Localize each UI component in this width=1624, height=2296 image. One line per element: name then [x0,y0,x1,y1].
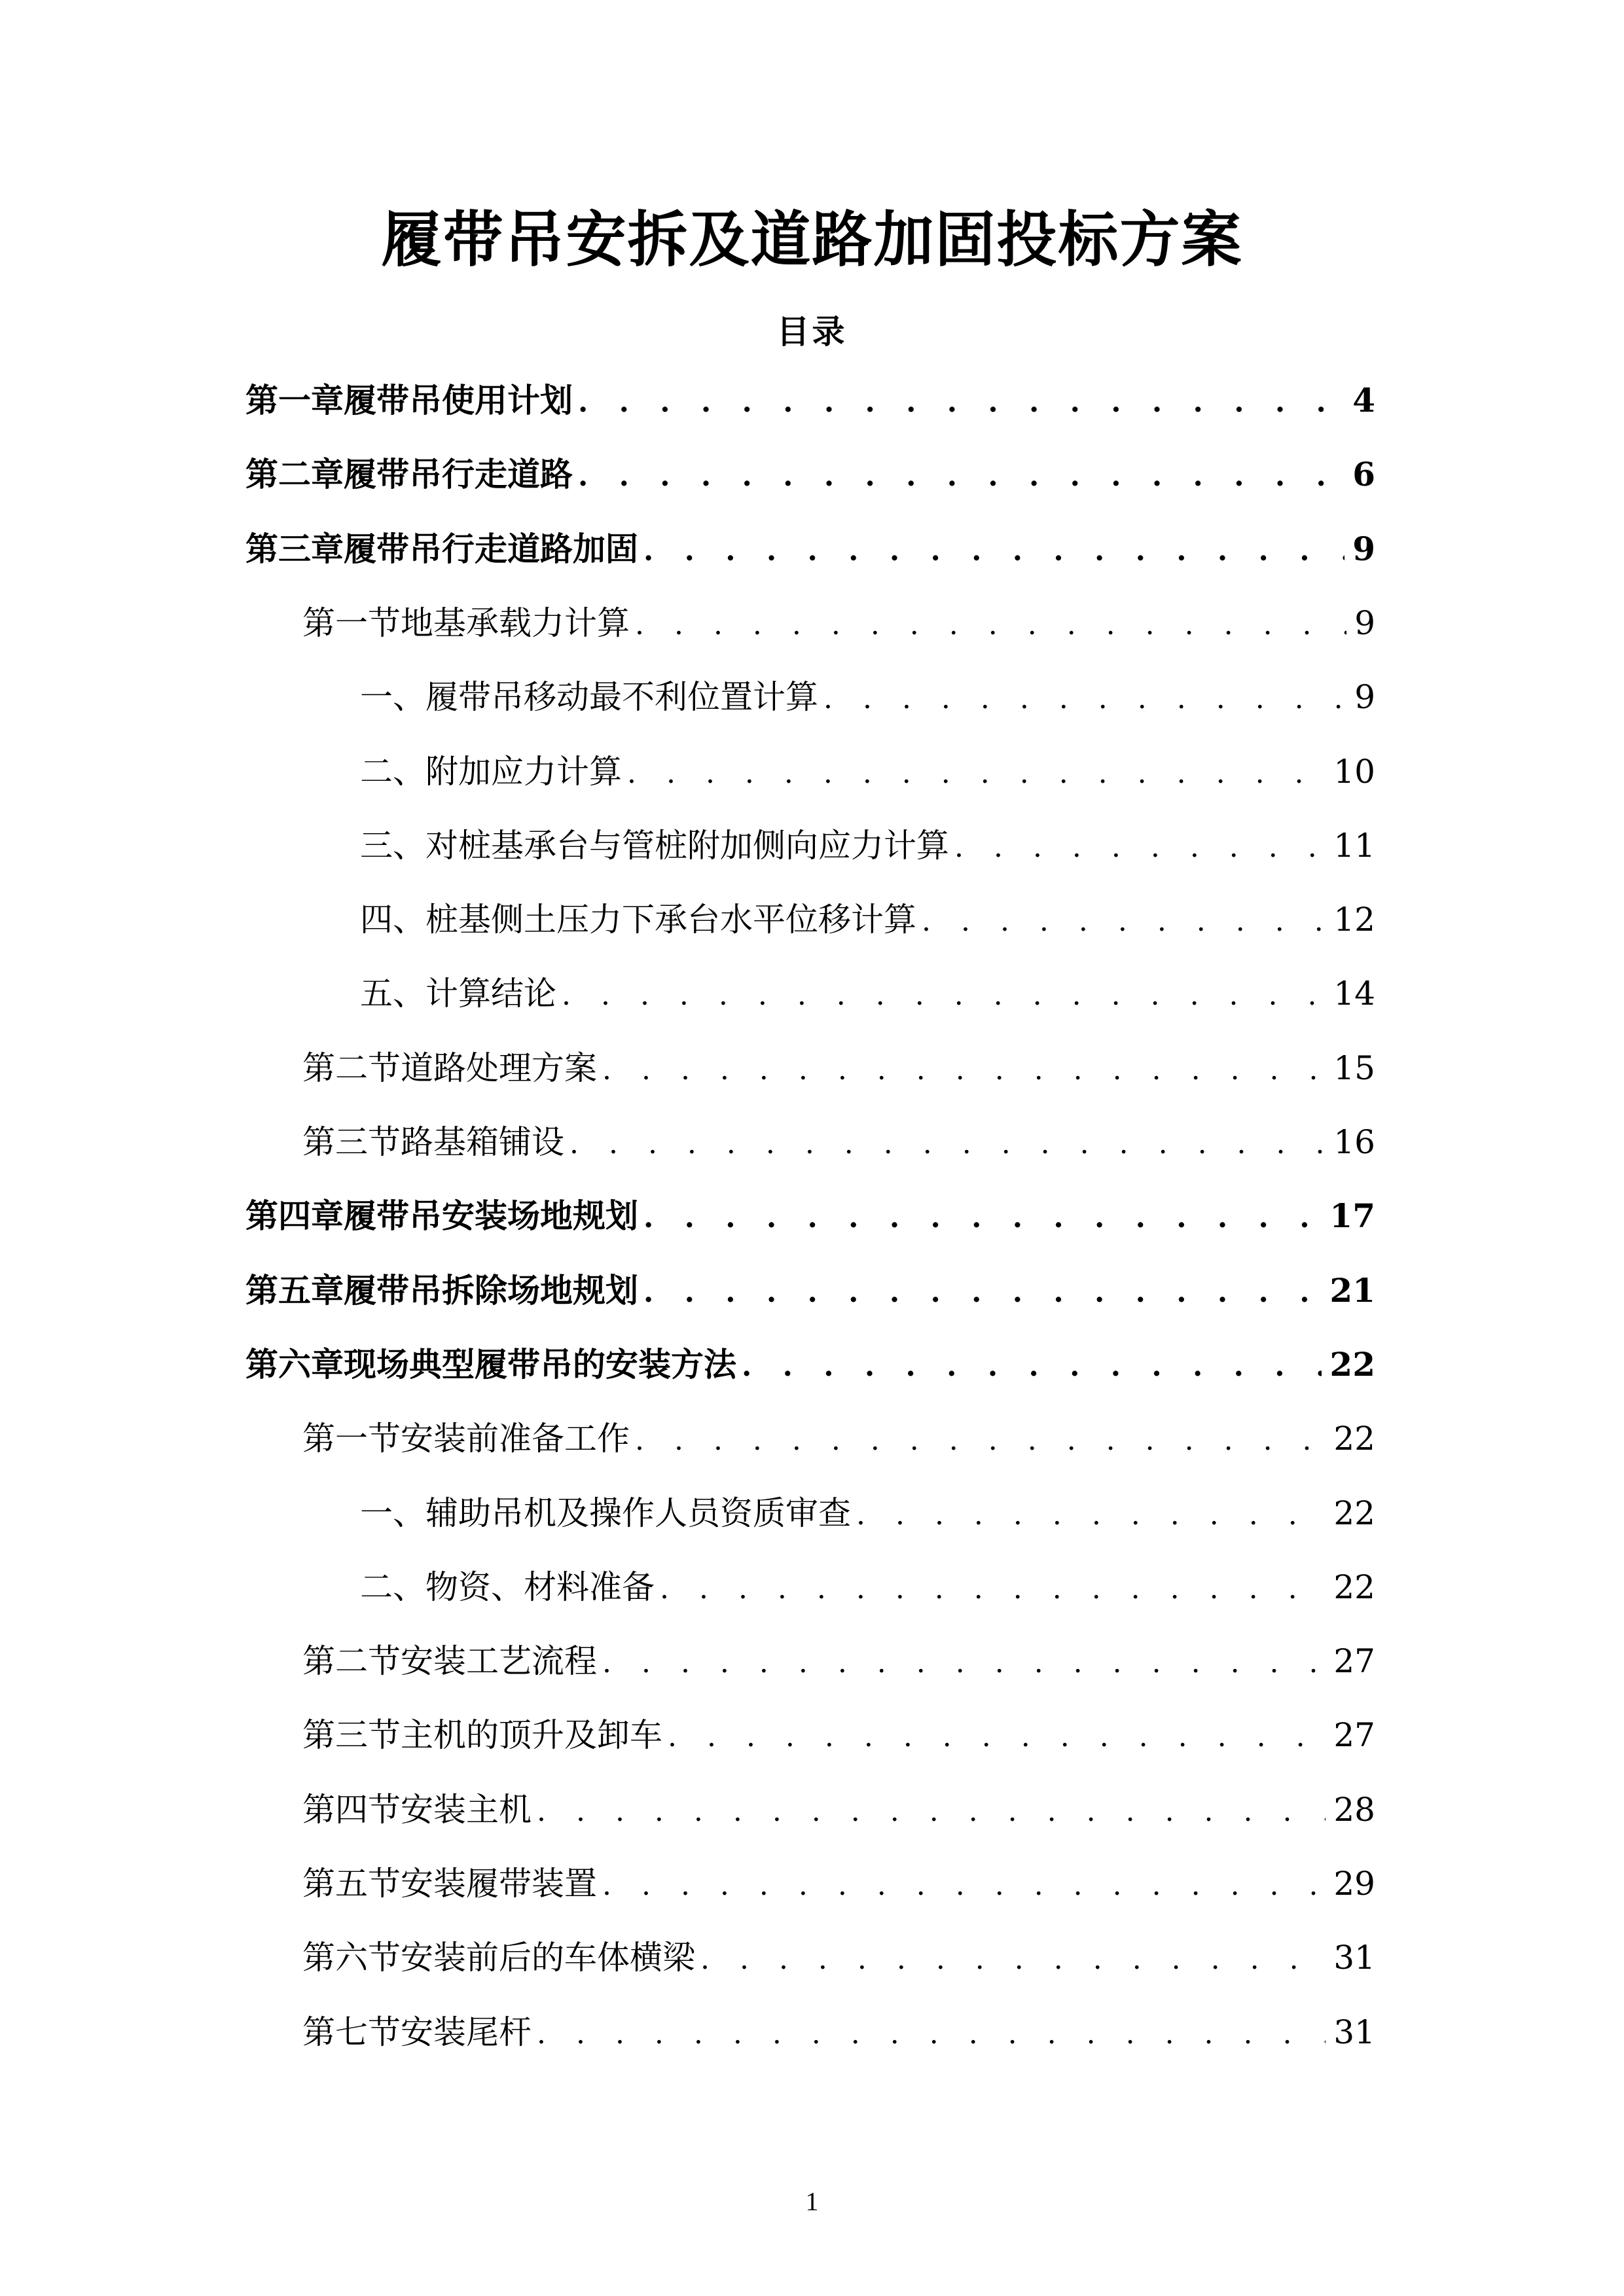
toc-entry-number: 三、 [360,827,425,865]
toc-entry[interactable] [302,1857,1375,1910]
toc-entry-label: 计算结论 [425,975,556,1013]
toc-entry[interactable] [360,1487,1375,1539]
toc-entry-number: 第六章 [245,1345,344,1384]
toc-entry-number: 第一章 [245,381,344,420]
dot-leader [635,599,1346,651]
toc-entry[interactable] [302,1709,1375,1761]
toc-entry-label: 对桩基承台与管桩附加侧向应力计算 [425,827,949,865]
dot-leader [660,1563,1326,1615]
toc-entry-page: 22 [1333,1420,1375,1458]
toc-entry-page: 22 [1333,1568,1375,1606]
toc-entry-page: 27 [1333,1642,1375,1680]
toc-entry-label: 履带吊行走道路加固 [344,529,638,568]
toc-entry[interactable] [360,745,1375,798]
toc-entry[interactable] [302,597,1375,649]
toc-entry-page: 10 [1333,753,1375,791]
toc-entry[interactable] [302,1931,1375,1984]
toc-entry-page: 22 [1329,1345,1375,1384]
dot-leader [635,1414,1326,1467]
dot-leader [578,450,1344,503]
dot-leader [742,1340,1322,1393]
toc-entry[interactable] [360,893,1375,946]
document-title: 履带吊安拆及道路加固投标方案 [381,204,1243,275]
toc-entry-page: 31 [1333,2013,1375,2051]
toc-entry-label: 安装前后的车体横梁 [401,1939,695,1977]
dot-leader [643,1192,1322,1244]
toc-entry-label: 道路处理方案 [401,1049,597,1087]
toc-entry-label: 安装前准备工作 [401,1420,630,1458]
toc-entry[interactable] [360,967,1375,1020]
toc-entry-label: 安装尾杆 [401,2013,532,2051]
toc-entry-label: 辅助吊机及操作人员资质审查 [425,1494,851,1532]
toc-entry-number: 第二节 [302,1642,401,1680]
toc-entry-number: 第二节 [302,1049,401,1087]
dot-leader [627,747,1326,800]
toc-entry[interactable] [245,448,1375,501]
toc-entry[interactable] [360,819,1375,872]
toc-entry-page: 29 [1333,1865,1375,1903]
dot-leader [700,1933,1326,1986]
toc-entry-page: 21 [1329,1271,1375,1310]
dot-leader [578,376,1344,429]
toc-entry[interactable] [302,1116,1375,1168]
toc-entry-label: 附加应力计算 [425,753,622,791]
toc-entry[interactable] [245,523,1375,575]
dot-leader [643,525,1344,577]
dot-leader [562,969,1326,1022]
toc-entry-page: 16 [1333,1123,1375,1161]
toc-entry-label: 地基承载力计算 [401,604,630,642]
dot-leader [954,821,1326,874]
toc-entry-number: 第四章 [245,1196,344,1235]
dot-leader [668,1711,1326,1763]
toc-entry-number: 一、 [360,678,425,716]
toc-entry-label: 安装工艺流程 [401,1642,597,1680]
toc-entry-number: 四、 [360,901,425,939]
toc-entry-page: 6 [1352,455,1375,493]
toc-entry-label: 桩基侧土压力下承台水平位移计算 [425,901,916,939]
toc-entry-label: 履带吊使用计划 [344,381,573,420]
toc-entry-number: 一、 [360,1494,425,1532]
toc-entry[interactable] [360,1561,1375,1613]
dot-leader [922,895,1326,948]
toc-entry-label: 安装主机 [401,1791,532,1829]
toc-entry[interactable] [302,1412,1375,1465]
toc-entry-label: 主机的顶升及卸车 [401,1716,662,1754]
toc-entry-label: 物资、材料准备 [425,1568,655,1606]
toc-entry[interactable] [245,1338,1375,1391]
toc-entry-label: 履带吊行走道路 [344,455,573,493]
toc-entry-page: 9 [1354,604,1375,642]
toc-entry-label: 安装履带装置 [401,1865,597,1903]
toc-entry-page: 17 [1329,1196,1375,1235]
toc-entry[interactable] [302,1042,1375,1094]
toc-entry[interactable] [302,1784,1375,1836]
toc-entry-label: 现场典型履带吊的安装方法 [344,1345,736,1384]
toc-entry-number: 第二章 [245,455,344,493]
toc-entry-page: 14 [1333,975,1375,1013]
toc-entry-page: 31 [1333,1939,1375,1977]
toc-entry-number: 第四节 [302,1791,401,1829]
toc-entry-number: 第一节 [302,604,401,642]
toc-entry-number: 第六节 [302,1939,401,1977]
toc-entry-page: 11 [1333,827,1375,865]
dot-leader [537,2008,1326,2060]
toc-entry[interactable] [245,1265,1375,1317]
toc-entry[interactable] [245,374,1375,427]
toc-entry-page: 9 [1352,529,1375,568]
toc-entry-number: 第一节 [302,1420,401,1458]
toc-entry-page: 22 [1333,1494,1375,1532]
toc-entry-number: 二、 [360,1568,425,1606]
toc-entry[interactable] [360,671,1375,723]
toc-entry-page: 9 [1354,678,1375,716]
dot-leader [602,1044,1326,1096]
dot-leader [823,673,1346,725]
toc-entry-number: 第三节 [302,1716,401,1754]
dot-leader [602,1859,1326,1912]
dot-leader [537,1785,1326,1838]
dot-leader [602,1637,1326,1689]
dot-leader [856,1489,1326,1541]
toc-entry-page: 27 [1333,1716,1375,1754]
toc-entry-number: 第三节 [302,1123,401,1161]
toc-entry-number: 第七节 [302,2013,401,2051]
toc-entry-page: 4 [1352,381,1375,420]
toc-entry-label: 履带吊拆除场地规划 [344,1271,638,1310]
toc-entry-number: 第五节 [302,1865,401,1903]
toc-entry-label: 路基箱铺设 [401,1123,564,1161]
toc-entry-number: 二、 [360,753,425,791]
toc-entry-number: 五、 [360,975,425,1013]
page-number: 1 [805,2187,819,2216]
toc-heading: 目录 [776,312,848,351]
toc-entry[interactable] [302,2006,1375,2058]
toc-entry-number: 第五章 [245,1271,344,1310]
dot-leader [569,1118,1326,1170]
toc-entry-label: 履带吊移动最不利位置计算 [425,678,818,716]
dot-leader [643,1266,1322,1319]
toc-entry-label: 履带吊安装场地规划 [344,1196,638,1235]
toc-entry-page: 12 [1333,901,1375,939]
toc-entry-page: 15 [1333,1049,1375,1087]
toc-entry[interactable] [245,1190,1375,1242]
toc-entry-number: 第三章 [245,529,344,568]
toc-entry[interactable] [302,1635,1375,1687]
toc-entry-page: 28 [1333,1791,1375,1829]
